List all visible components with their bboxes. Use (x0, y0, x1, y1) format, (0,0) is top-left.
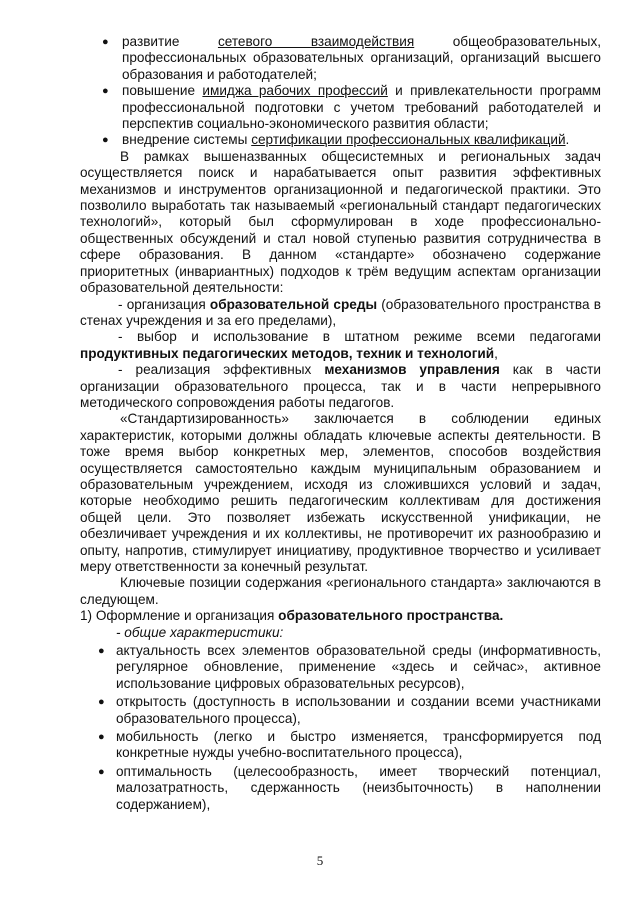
list-item: ● развитие сетевого взаимодействия общеобразовательных, профессиональных образовательных организаций, организаций высшего образования и работодателей; (102, 34, 602, 82)
underlined-term: имиджа рабочих профессий (202, 83, 388, 99)
list-item: ● мобильность (легко и быстро изменяется, трансформируется под конкретные нужды учебно-воспитательного процесса), (98, 729, 601, 761)
bullet-marker: ● (102, 36, 109, 48)
list-item: ● открытость (доступность в использовании и создании всеми участниками образовательного процесса), (98, 694, 601, 726)
list-item: ● актуальность всех элементов образовательной среды (информативность, регулярное обновление, применение «здесь и сейчас», активное использование цифровых образовательных ресурсов), (98, 643, 601, 691)
dash-item: - реализация эффективных механизмов управления как в части организации образовательного процесса, так и в части непрерывного методического сопровождения работы педагогов. (80, 362, 601, 410)
underlined-term: сертификации профессиональных квалификаций (251, 132, 566, 148)
paragraph-regional-standard: В рамках вышеназванных общесистемных и региональных задач осуществляется поиск и нарабатывается опыт развития эффективных механизмов и инструментов организационной и педагогической практики. Это позволило выработать так называемый «региональный стандарт педагогических технологий», который был сформулирован в ходе профессионально-общественных обсуждений и стал новой ступенью развития сотрудничества в сфере образования. В данном «стандарте» обозначено содержание приоритетных (инвариантных) подходов к трём ведущим аспектам организации образовательной деятельности: (80, 148, 601, 296)
page-body (80, 34, 601, 813)
bullet-marker: ● (98, 765, 105, 778)
dash-item: - выбор и использование в штатном режиме всеми педагогами продуктивных педагогических методов, техник и технологий, (80, 329, 601, 361)
paragraph-standardization: «Стандартизированность» заключается в соблюдении единых характеристик, которыми должны обладать ключевые аспекты деятельности. В тоже время выбор конкретных мер, элементов, способов воздействия осуществляется самостоятельно каждым муниципальным образованием и образовательным учреждением, исходя из сложившихся условий и задач, которые необходимо решить педагогическим коллективам для достижения общей цели. Это позволяет избежать искусственной унификации, не обезличивает учреждения и их коллективы, не противоречит их разнообразию и опыту, напротив, стимулирует инициативу, продуктивное творчество и усиливает меру ответственности за конечный результат. (80, 411, 601, 574)
bullet-marker: ● (98, 696, 105, 709)
dash-item: - организация образовательной среды (образовательного пространства в стенах учреждения и за его пределами), (80, 296, 601, 328)
section-heading: 1) Оформление и организация образовательного пространства. (80, 608, 504, 624)
bullet-marker: ● (102, 134, 109, 147)
bullet-marker: ● (98, 645, 105, 658)
page-number: 5 (316, 853, 324, 868)
paragraph-key-positions: Ключевые позиции содержания «регионального стандарта» заключаются в следующем. (80, 575, 601, 607)
underlined-term: сетевого взаимодействия (217, 34, 415, 49)
bullet-marker: ● (98, 731, 105, 744)
bullet-marker: ● (102, 85, 109, 98)
list-item: ● повышение имиджа рабочих профессий и привлекательности программ профессиональной подготовки с учетом требований работодателей и перспектив социально-экономического развития области; (102, 83, 602, 132)
subheading: - общие характеристики: (116, 624, 284, 640)
list-item: ● оптимальность (целесообразность, имеет творческий потенциал, малозатратность, сдержанность (неизбыточность) в наполнении содержанием), (98, 763, 601, 812)
list-item: ● внедрение системы сертификации профессиональных квалификаций. (102, 132, 570, 148)
